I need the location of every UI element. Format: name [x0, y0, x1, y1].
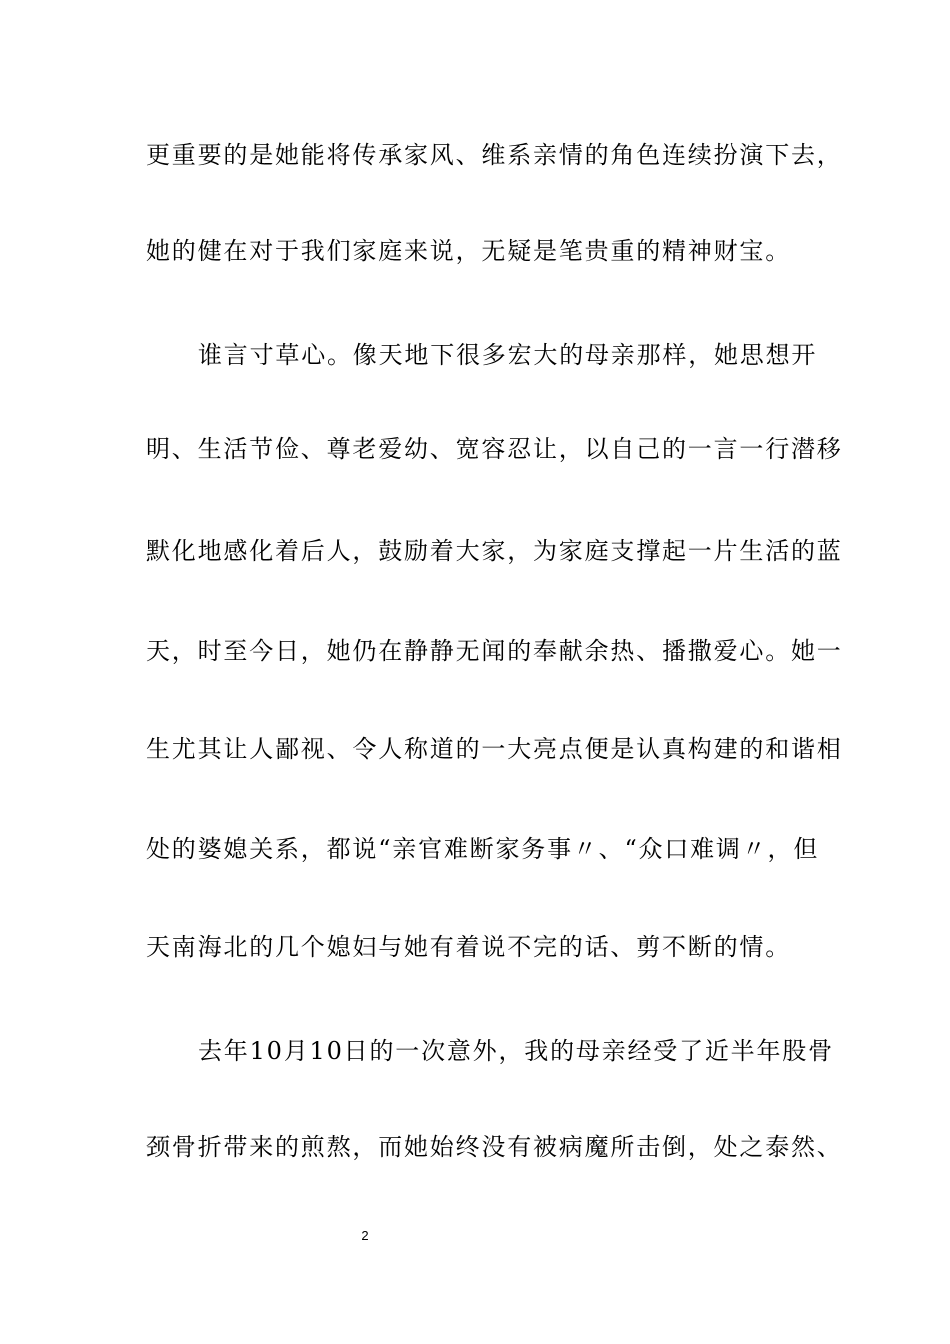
text-line: 默化地感化着后人，鼓励着大家，为家庭支撑起一片生活的蓝	[146, 537, 843, 565]
text-line: 颈骨折带来的煎熬，而她始终没有被病魔所击倒，处之泰然、	[146, 1133, 843, 1161]
paragraph-start-line: 谁言寸草心。像天地下很多宏大的母亲那样，她思想开	[198, 341, 818, 369]
text-line: 天南海北的几个媳妇与她有着说不完的话、剪不断的情。	[146, 933, 791, 961]
page-number: 2	[361, 1228, 369, 1243]
text-line: 更重要的是她能将传承家风、维系亲情的角色连续扮演下去，	[146, 141, 843, 169]
text-line: 生尤其让人鄙视、令人称道的一大亮点便是认真构建的和谐相	[146, 735, 843, 763]
text-line: 天，时至今日，她仍在静静无闻的奉献余热、播撒爱心。她一	[146, 637, 843, 665]
text-line: 明、生活节俭、尊老爱幼、宽容忍让，以自己的一言一行潜移	[146, 435, 843, 463]
text-line: 她的健在对于我们家庭来说，无疑是笔贵重的精神财宝。	[146, 237, 791, 265]
text-line: 处的婆媳关系，都说“亲官难断家务事〃、“众口难调〃，但	[146, 835, 820, 863]
paragraph-start-line: 去年10月10日的一次意外，我的母亲经受了近半年股骨	[198, 1037, 834, 1065]
